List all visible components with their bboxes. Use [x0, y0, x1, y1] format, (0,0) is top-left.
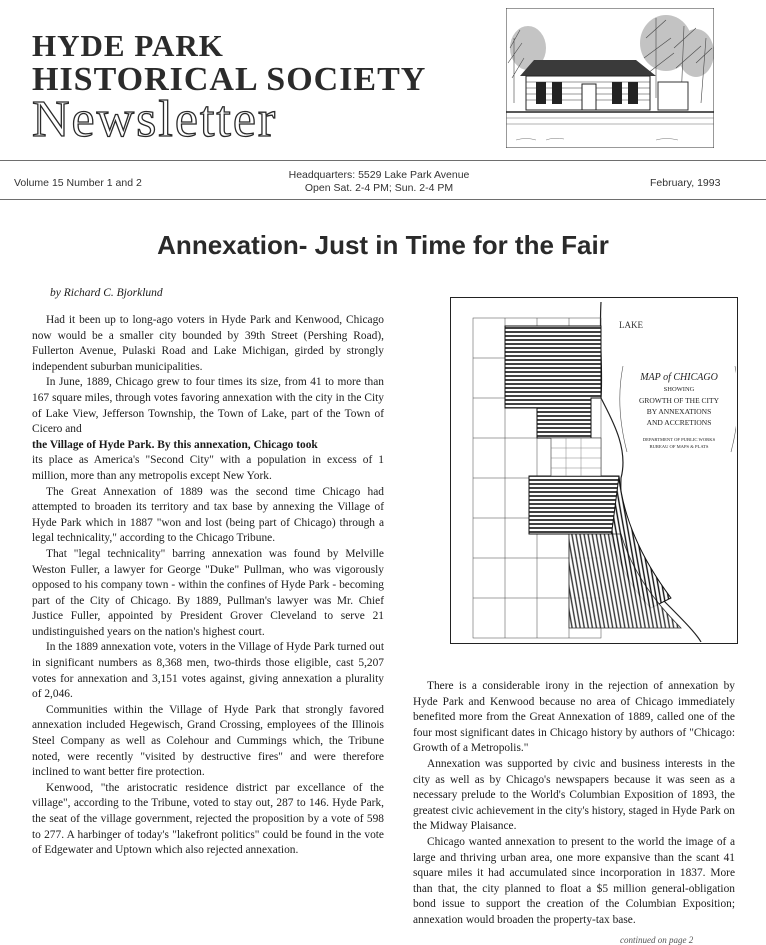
map-title-line1: MAP of CHICAGO	[640, 372, 718, 383]
paragraph-continuation	[32, 438, 384, 454]
paragraph: Had it been up to long-ago voters in Hyde Park and Kenwood, Chicago now would be a smaller city bounded by 39th Street (Pershing Road), Fullerton Avenue, Pulaski Road and Lake Michigan, girded by strongly independent suburban municipalities.	[32, 314, 384, 373]
paragraph: That "legal technicality" barring annexation was found by Melville Weston Fuller, a lawyer for George "Duke" Pullman, who was vigorously opposed to his company town - within the confines of Hyde Park - becoming part of the City of Chicago. By 1889, Pullman's lawyer was Mr. Chief Justice Fuller, appointed by President Grover Cleveland to serve 21 undistinguished years on the nation's highest court.	[32, 547, 384, 638]
emphasis-text: the Village of Hyde Park. By this annexation, Chicago took	[32, 438, 318, 451]
article-headline: Annexation- Just in Time for the Fair	[157, 230, 609, 260]
map-lake-label: LAKE	[619, 320, 643, 330]
paragraph: Annexation was supported by civic and business interests in the city as well as by Chicago's newspapers because it was seen as a necessary prelude to the World's Columbian Exposition of 1893, the greatest civic achievement in the city's history, staged in Hyde Park on the Midway Plaisance.	[413, 757, 735, 833]
headquarters-hours: Open Sat. 2-4 PM; Sun. 2-4 PM	[304, 182, 454, 194]
masthead-title-line1: HYDE PARK	[32, 28, 224, 63]
paragraph: There is a considerable irony in the rejection of annexation by Hyde Park and Kenwood because no area of Chicago immediately benefited more from the Great Annexation of 1889, called one of the four most significant dates in Chicago history by authors of "Chicago: Growth of a Metropolis."	[413, 680, 735, 755]
header-rule-bottom	[0, 199, 766, 200]
issue-date: February, 1993	[650, 177, 721, 189]
map-title-line3: GROWTH OF THE CITY	[638, 396, 720, 405]
paragraph: In June, 1889, Chicago grew to four times its size, from 41 to more than 167 square miles, through votes favoring annexation with the city in the City of Lake View, Jefferson Township, the Town of Lake, part of the Town of Cicero and	[32, 376, 384, 436]
masthead-newsletter-wordmark: Newsletter	[32, 91, 278, 148]
paragraph: Kenwood, "the aristocratic residence district par excellance of the village", according to the Tribune, voted to stay out, 287 to 146. Hyde Park, the seat of the village government, rejected the proposition by a vote of 598 to 277. A harbinger of today's "lakefront politics" could be found in the vote of Edgewater and Uptown which also rejected annexation.	[32, 781, 384, 857]
map-title-line2: SHOWING	[663, 386, 695, 393]
paragraph: In the 1889 annexation vote, voters in the Village of Hyde Park turned out in significant numbers as 8,368 men, two-thirds those eligible, cast 5,207 votes for annexation and 3,151 votes against, giving annexation a plurality of 2,046.	[32, 641, 384, 701]
headquarters-illustration	[506, 8, 714, 148]
map-title-line5: AND ACCRETIONS	[646, 418, 712, 427]
article-right-column	[413, 679, 735, 929]
masthead-title-line2: HISTORICAL SOCIETY	[32, 61, 427, 98]
volume-number: Volume 15 Number 1 and 2	[14, 177, 142, 189]
map-dept-line1: DEPARTMENT OF PUBLIC WORKS	[642, 437, 716, 442]
continued-notice: continued on page 2	[620, 935, 694, 945]
article-byline: by Richard C. Bjorklund	[50, 287, 163, 299]
map-dept-line2: BUREAU OF MAPS & PLATS	[649, 444, 709, 449]
header-rule-top	[0, 160, 766, 161]
map-title-line4: BY ANNEXATIONS	[646, 407, 712, 416]
paragraph: The Great Annexation of 1889 was the second time Chicago had attempted to broaden its territory and tax base by annexing the Village of Hyde Park which in 1887 "won and lost (being part of Chicago) through a legal technicality," according to the Chicago Tribune.	[32, 485, 384, 545]
headquarters-address: Headquarters: 5529 Lake Park Avenue	[288, 169, 470, 181]
paragraph-continuation: its place as America's "Second City" with a population in excess of 1 million, more than any metropolis except New York.	[32, 454, 384, 482]
paragraph: Communities within the Village of Hyde Park that strongly favored annexation included Hegewisch, Grand Crossing, employees of the Illinois Steel Company as well as Colehour and Cummings which, the Tribune noted, were recently "visited by destructive fires" and were therefore inclined to want better fire protection.	[32, 703, 384, 779]
chicago-annexation-map	[450, 297, 738, 644]
paragraph: Chicago wanted annexation to present to the world the image of a large and thriving urban area, one more expansive than the scant 41 square miles it had accumulated since incorporation in 1837. More than that, the city planned to float a $5 million general-obligation bond issue to support the creation of the Columbian Exposition; annexation would broaden the property-tax base.	[413, 835, 735, 926]
article-left-column	[32, 313, 384, 859]
